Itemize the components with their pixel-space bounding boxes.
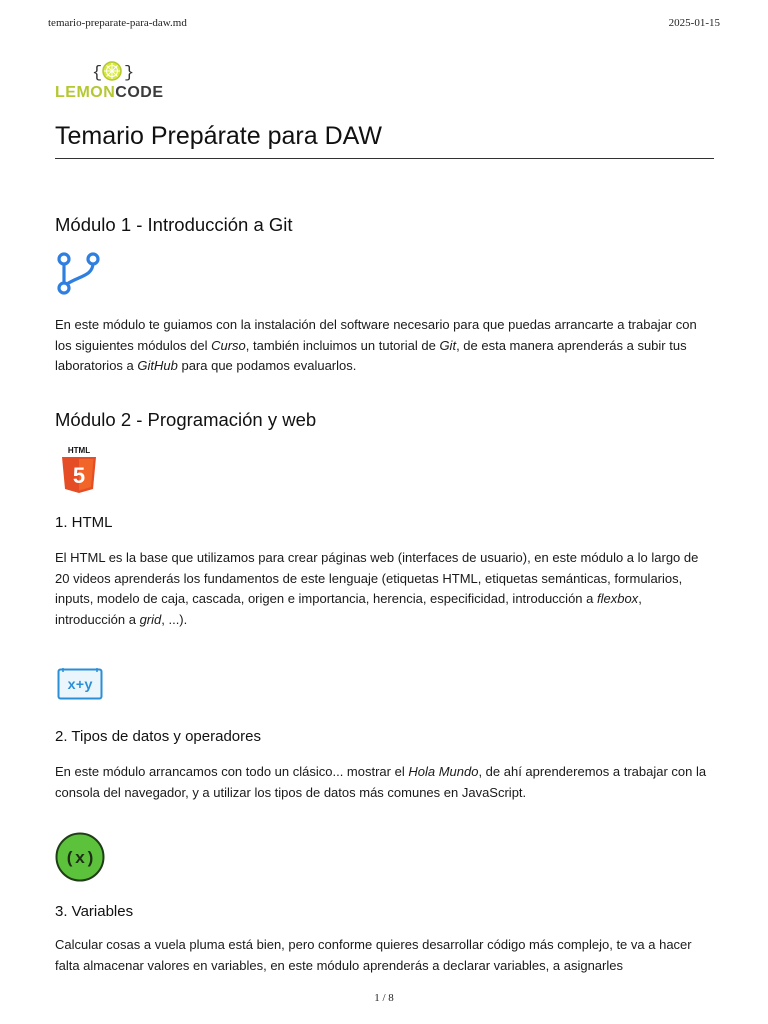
module-1-paragraph: En este módulo te guiamos con la instalación del software necesario para que puedas arrancarte a trabajar con los siguientes módulos del Curso, también incluimos un tutorial de Git, de esta manera aprenderás a subir tus laboratorios a GitHub para que podamos evaluarlos. xyxy=(55,317,697,373)
svg-text:x+y: x+y xyxy=(67,678,93,694)
logo-brace-right: } xyxy=(124,64,135,83)
section-datatypes-heading: 2. Tipos de datos y operadores xyxy=(55,728,261,745)
module-1-heading: Módulo 1 - Introducción a Git xyxy=(55,214,293,235)
calculator-icon xyxy=(57,667,103,701)
svg-text:(x): (x) xyxy=(64,850,96,869)
git-branch-icon xyxy=(55,250,105,298)
lemoncode-logo xyxy=(55,60,175,102)
section-html-heading: 1. HTML xyxy=(55,514,113,531)
variable-icon xyxy=(55,832,105,882)
svg-text:HTML: HTML xyxy=(67,446,91,455)
print-header xyxy=(48,17,720,29)
logo-wordmark xyxy=(55,84,164,102)
section-variables-paragraph: Calcular cosas a vuela pluma está bien, pero conforme quieres desarrollar código más complejo, te va a hacer falta almacenar valores en variables, en este módulo aprenderás a declarar variables, a asignarles xyxy=(55,937,692,973)
svg-text:5: 5 xyxy=(72,463,86,488)
print-date: 2025-01-15 xyxy=(668,17,720,29)
logo-lemon: LEMON xyxy=(55,84,116,101)
section-datatypes-paragraph: En este módulo arrancamos con todo un clásico... mostrar el Hola Mundo, de ahí aprenderemos a trabajar con la consola del navegador, y a utilizar los tipos de datos más comunes en JavaScript. xyxy=(55,764,707,800)
section-html-paragraph: El HTML es la base que utilizamos para crear páginas web (interfaces de usuario), en este módulo a lo largo de 20 videos aprenderás los fundamentos de este lenguaje (etiquetas HTML, etiquetas semánticas, formularios, inputs, modelo de caja, cascada, origen e importancia, herencia, especificidad, introducción a flexbox, introducción a grid, ...). xyxy=(55,550,699,627)
print-footer: 1 / 8 xyxy=(374,992,394,1004)
logo-brace-left: { xyxy=(92,64,103,83)
lemon-icon xyxy=(55,60,175,84)
section-variables-heading: 3. Variables xyxy=(55,903,134,920)
html5-icon xyxy=(59,445,99,495)
module-2-heading: Módulo 2 - Programación y web xyxy=(55,409,317,430)
print-filename: temario-preparate-para-daw.md xyxy=(48,17,187,29)
logo-code: CODE xyxy=(115,84,164,101)
document-title: Temario Prepárate para DAW xyxy=(55,122,714,159)
